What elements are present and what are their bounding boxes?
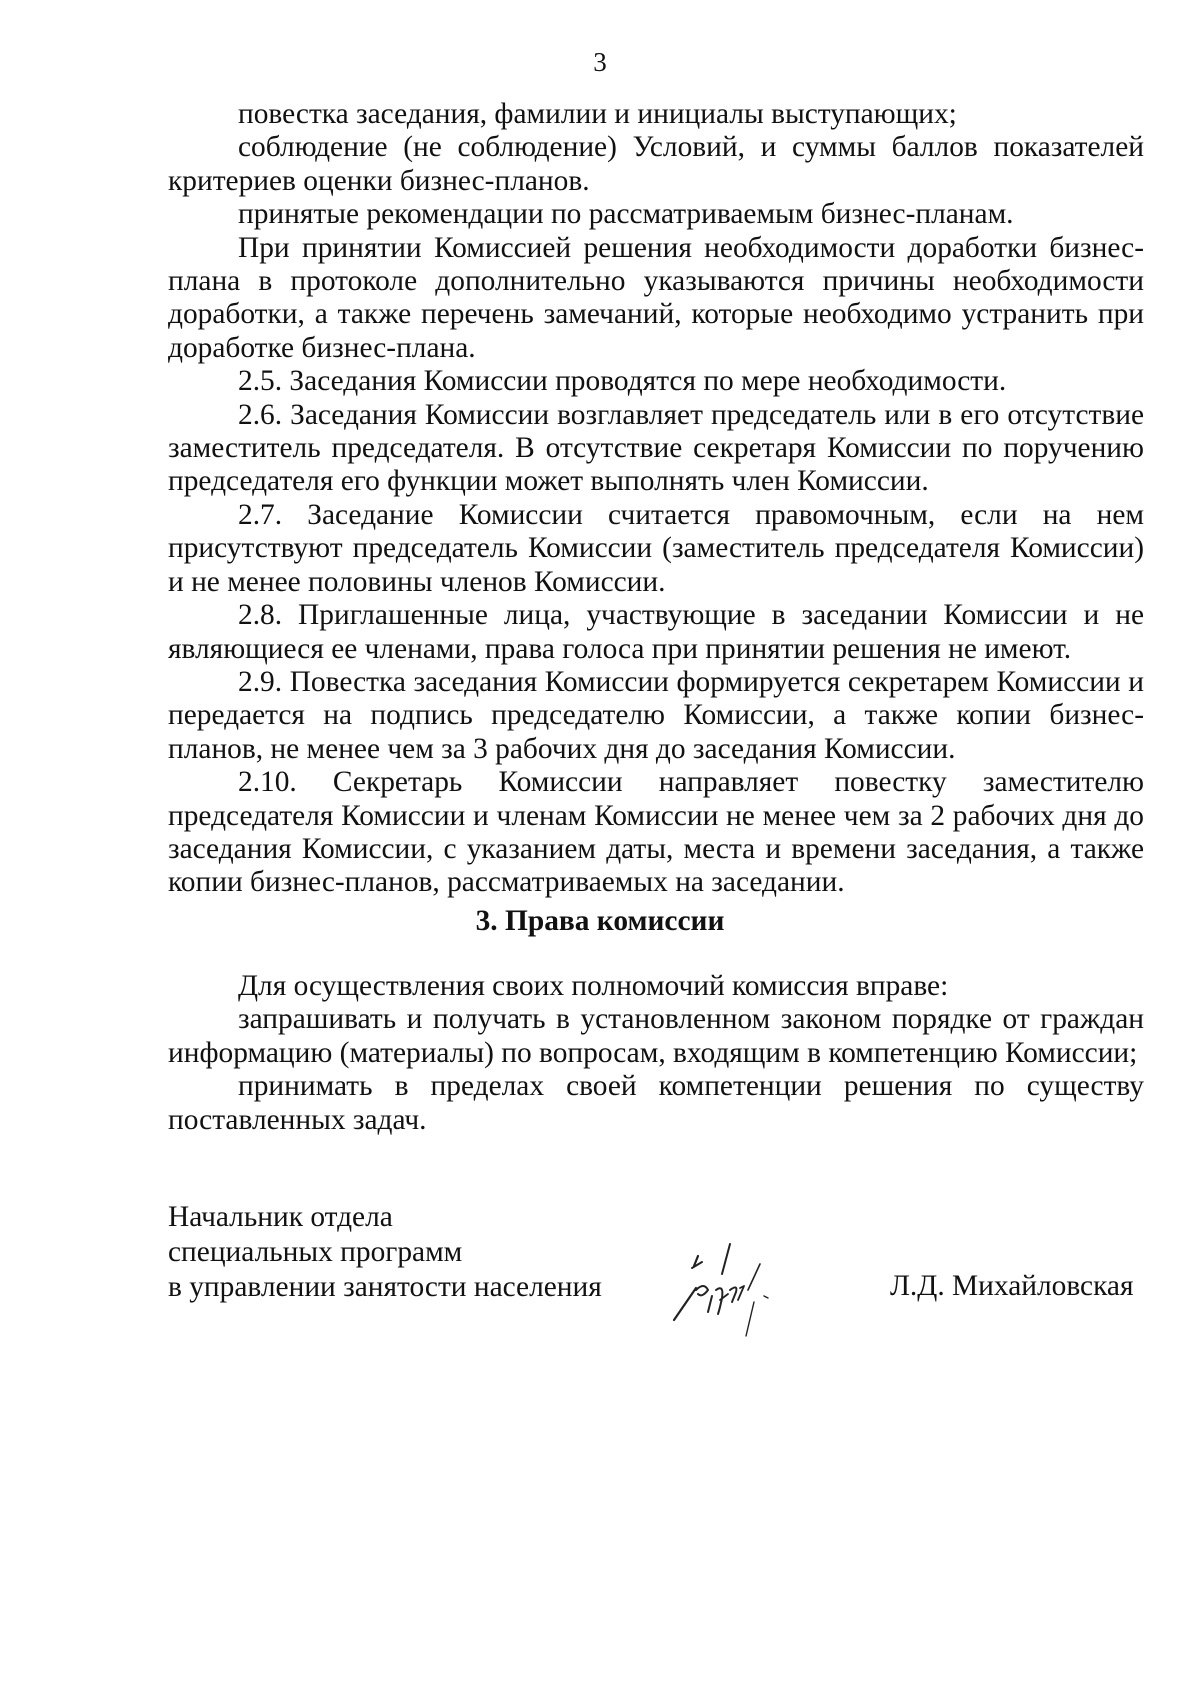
section2-text [168,98,1144,900]
section-title: 3. Права комиссии [475,905,725,937]
signer-position-line: Начальник отдела [168,1201,393,1233]
paragraph: 2.6. Заседания Комиссии возглавляет председатель или в его отсутствие заместитель председателя. В отсутствие секретаря Комиссии по поручению председателя его функции может выполнять член Комиссии. [168,398,1144,498]
signer-position [168,1200,602,1305]
paragraph: принимать в пределах своей компетенции решения по существу поставленных задач. [168,1070,1144,1136]
signer-position-line: специальных программ [168,1236,463,1268]
paragraph: соблюдение (не соблюдение) Условий, и суммы баллов показателей критериев оценки бизнес-планов. [168,131,1144,197]
signer-position-line: в управлении занятости населения [168,1271,602,1303]
paragraph: При принятии Комиссией решения необходимости доработки бизнес-плана в протоколе дополнительно указываются причины необходимости доработки, а также перечень замечаний, которые необходимо устранить при доработке бизнес-плана. [168,231,1144,364]
page-number: 3 [593,47,607,77]
section3-text [168,970,1144,1137]
paragraph: 2.10. Секретарь Комиссии направляет повестку заместителю председателя Комиссии и членам Комиссии не менее чем за 2 рабочих дня до заседания Комиссии, с указанием даты, места и времени заседания, а также копии бизнес-планов, рассматриваемых на заседании. [168,766,1144,899]
paragraph: 2.7. Заседание Комиссии считается правомочным, если на нем присутствуют председатель Комиссии (заместитель председателя Комиссии) и не менее половины членов Комиссии. [168,498,1144,598]
paragraph: 2.8. Приглашенные лица, участвующие в заседании Комиссии и не являющиеся ее членами, права голоса при принятии решения не имеют. [168,599,1144,665]
paragraph: Для осуществления своих полномочий комиссия вправе: [238,970,949,1002]
paragraph: запрашивать и получать в установленном законом порядке от граждан информацию (материалы) по вопросам, входящим в компетенцию Комиссии; [168,1003,1144,1069]
handwritten-signature [668,1238,848,1348]
paragraph: 2.9. Повестка заседания Комиссии формируется секретарем Комиссии и передается на подпись председателю Комиссии, а также копии бизнес-планов, не менее чем за 3 рабочих дня до заседания Комиссии. [168,665,1144,765]
signer-name: Л.Д. Михайловская [890,1270,1134,1302]
paragraph: повестка заседания, фамилии и инициалы выступающих; [238,98,957,130]
paragraph: 2.5. Заседания Комиссии проводятся по мере необходимости. [238,365,1007,398]
paragraph: принятые рекомендации по рассматриваемым бизнес-планам. [238,198,1014,231]
